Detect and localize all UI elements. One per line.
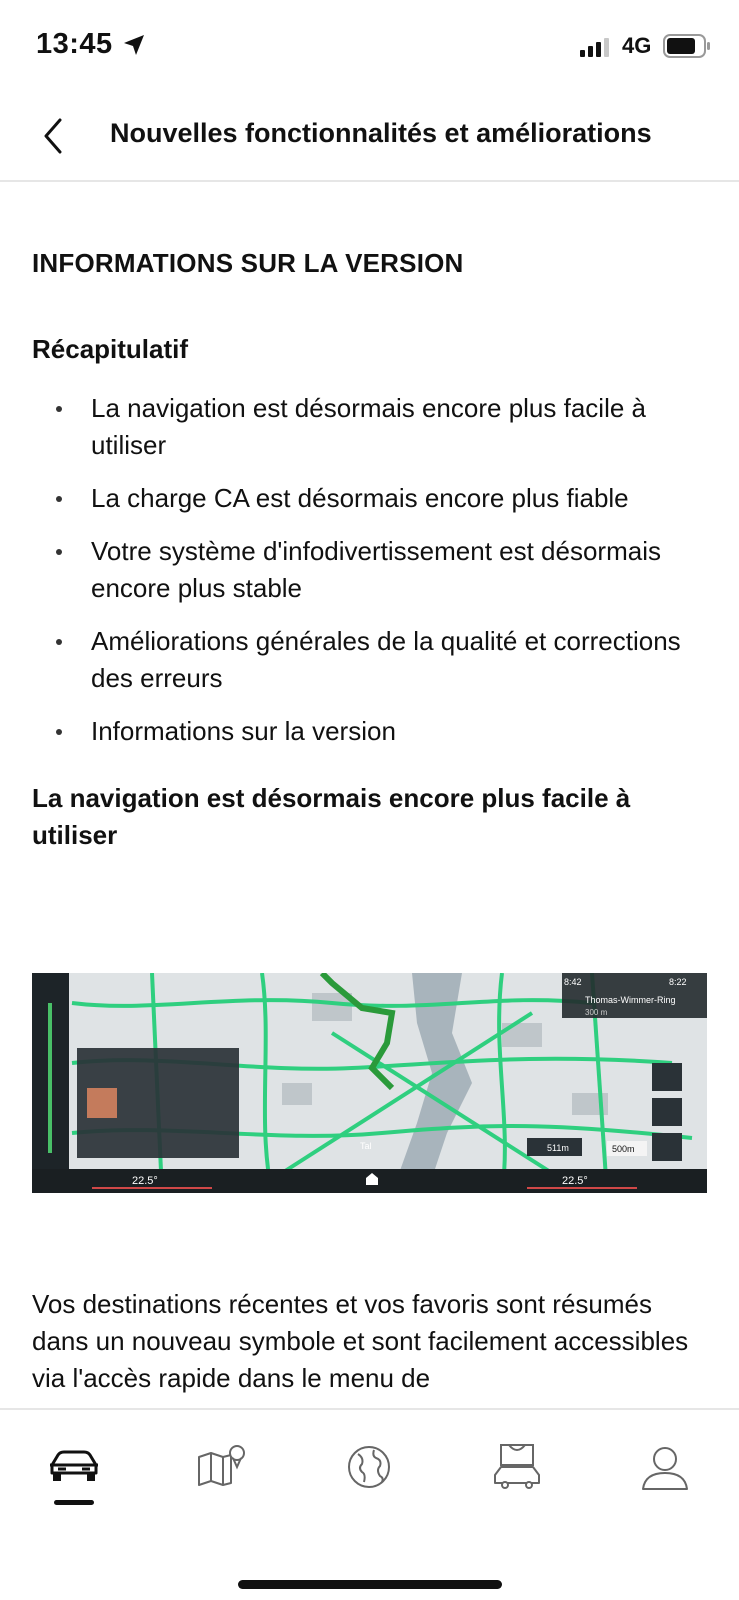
list-item-text: La charge CA est désormais encore plus fiable xyxy=(91,483,629,513)
page-title: Nouvelles fonctionnalités et améliorations xyxy=(110,118,652,148)
status-bar xyxy=(0,0,739,92)
network-label: 4G xyxy=(622,33,652,58)
sub-heading: La navigation est désormais encore plus facile à utiliser xyxy=(32,783,631,850)
list-item xyxy=(56,623,706,697)
back-button[interactable] xyxy=(36,114,72,158)
list-item-text: La navigation est désormais encore plus facile à utiliser xyxy=(91,393,646,460)
list-item-text: Informations sur la version xyxy=(91,716,396,746)
map-clock-left: 8:42 xyxy=(564,977,582,987)
tab-services[interactable] xyxy=(334,1432,404,1502)
body-text: Vos destinations récentes et vos favoris sont résumés dans un nouveau symbole et sont facilement accessibles via l'accès rapide dans le menu de xyxy=(32,1289,689,1393)
list-item xyxy=(56,533,706,607)
list-item xyxy=(56,390,706,464)
map-temp-right: 22.5° xyxy=(562,1175,588,1187)
map-clock-right: 8:22 xyxy=(669,977,687,987)
active-tab-indicator xyxy=(54,1500,94,1505)
summary-list xyxy=(56,390,706,766)
summary-heading: Récapitulatif xyxy=(32,334,189,364)
tab-map[interactable] xyxy=(186,1432,256,1502)
battery-icon xyxy=(663,33,711,59)
map-elevation: 511m xyxy=(547,1143,569,1153)
release-notes-content[interactable] xyxy=(0,183,739,1408)
signal-bars-icon xyxy=(580,37,612,57)
list-item-text: Améliorations générales de la qualité et corrections des erreurs xyxy=(91,626,681,693)
bottom-tab-bar xyxy=(0,1408,739,1600)
map-illustration xyxy=(32,973,707,1193)
map-temp-left: 22.5° xyxy=(132,1175,158,1187)
home-indicator[interactable] xyxy=(238,1580,502,1589)
map-poi-label: Tal xyxy=(360,1141,372,1151)
location-arrow-icon xyxy=(123,34,145,56)
list-item-text: Votre système d'infodivertissement est désormais encore plus stable xyxy=(91,536,661,603)
globe-icon xyxy=(346,1444,392,1490)
status-time: 13:45 xyxy=(36,28,113,60)
tab-vehicle[interactable] xyxy=(39,1432,109,1502)
profile-icon xyxy=(639,1443,691,1491)
map-distance-label: 300 m xyxy=(585,1008,608,1017)
list-item xyxy=(56,480,706,517)
list-item xyxy=(56,713,706,750)
map-scale: 500m xyxy=(612,1144,635,1154)
car-icon xyxy=(46,1447,102,1487)
tab-shop[interactable] xyxy=(482,1432,552,1502)
section-heading: INFORMATIONS SUR LA VERSION xyxy=(32,248,464,278)
shop-car-icon xyxy=(489,1441,545,1493)
navigation-screenshot-image xyxy=(32,973,707,1193)
map-street-label: Thomas-Wimmer-Ring xyxy=(585,995,676,1005)
tab-profile[interactable] xyxy=(630,1432,700,1502)
map-pin-icon xyxy=(193,1443,249,1491)
nav-header xyxy=(0,92,739,182)
chevron-left-icon xyxy=(36,114,72,158)
